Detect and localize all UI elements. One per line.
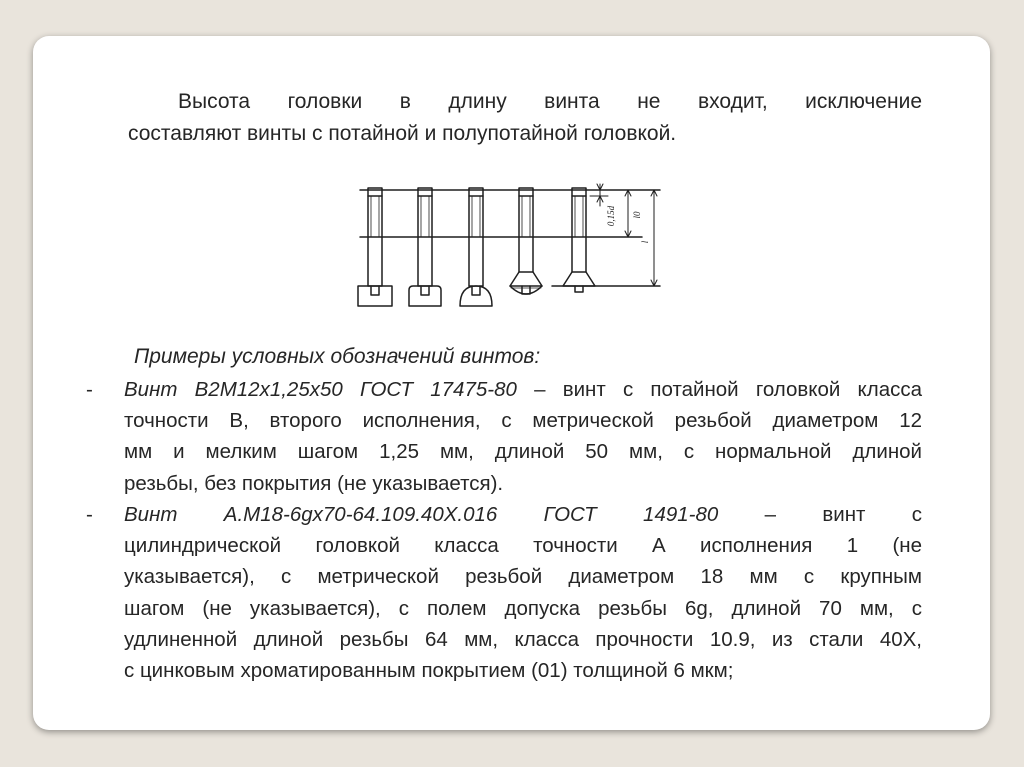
screw-countersunk-head (563, 188, 595, 292)
screw-chamfered-head (409, 188, 441, 306)
screw-raised-countersunk-head (510, 188, 542, 294)
example-line-rest: – винт с потайной головкой класса (516, 378, 922, 401)
dim-label-thread-length: l0 (632, 211, 642, 219)
dim-label-head-chamfer: 0,15d (606, 205, 616, 227)
example-item (86, 374, 922, 499)
example-line: с цинковым хроматированным покрытием (01) толщиной 6 мкм; (124, 659, 734, 683)
example-item (86, 499, 923, 686)
intro-paragraph (128, 86, 922, 150)
screw-designation: Винт В2М12х1,25х50 ГОСТ 17475-80 (124, 378, 517, 401)
example-line: точности В, второго исполнения, с метрической резьбой диаметром 12 (124, 409, 922, 433)
intro-line-2: составляют винты с потайной и полупотайной головкой. (128, 122, 677, 145)
dim-label-length: l (640, 240, 650, 244)
example-line: шагом (не указывается), с полем допуска резьбы 6g, длиной 70 мм, с (124, 596, 922, 620)
dimension-arrows (590, 184, 657, 286)
screw-types-drawing (352, 182, 672, 312)
screw-cylindrical-head (358, 188, 392, 306)
example-line (124, 499, 922, 530)
example-line: удлиненной длиной резьбы 64 мм, класса прочности 10.9, из стали 40Х, (124, 627, 922, 651)
example-line: резьбы, без покрытия (не указывается). (124, 471, 504, 495)
screw-designation: Винт А.М18-6gх70-64.109.40Х.016 ГОСТ 1491-80 (124, 503, 719, 526)
list-bullet: - (86, 503, 93, 526)
examples-heading: Примеры условных обозначений винтов: (134, 345, 541, 368)
list-bullet: - (86, 378, 93, 401)
intro-line-1: Высота головки в длину винта не входит, исключение (178, 90, 922, 113)
example-line (124, 374, 922, 405)
example-line: мм и мелким шагом 1,25 мм, длиной 50 мм, с нормальной длиной (124, 440, 922, 464)
screw-round-head (460, 188, 492, 306)
example-line: цилиндрической головкой класса точности А исполнения 1 (не (124, 534, 922, 558)
example-line: указывается), с метрической резьбой диаметром 18 мм с крупным (124, 565, 922, 589)
example-line-rest: – винт с (718, 503, 923, 526)
